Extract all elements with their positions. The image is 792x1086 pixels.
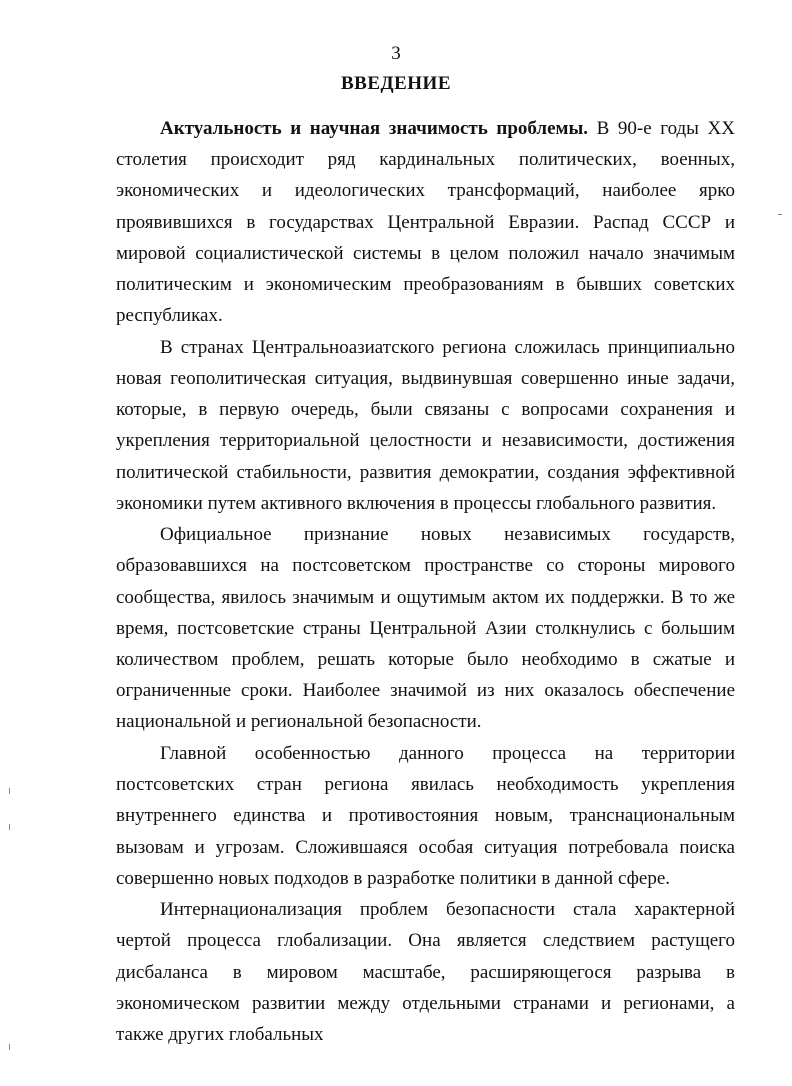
paragraph (116, 332, 735, 519)
scan-mark (9, 1044, 10, 1050)
paragraph-text: В странах Центральноазиатского региона сложилась принципиально новая геополитическая ситуация, выдвинувшая совершенно иные задачи, которые, в первую очередь, были связаны с вопросами сохранения и укрепления территориальной целостности и независимости, достижения политической стабильности, развития демократии, создания эффективной экономики путем активного включения в процессы глобального развития. (116, 336, 735, 514)
page-number: 3 (391, 43, 401, 64)
paragraph-text: Официальное признание новых независимых государств, образовавшихся на постсоветском пространстве со стороны мирового сообщества, явилось значимым и ощутимым актом их поддержки. В то же время, постсоветские страны Центральной Азии столкнулись с большим количеством проблем, решать которые было необходимо в сжатые и ограниченные сроки. Наиболее значимой из них оказалось обеспечение национальной и региональной безопасности. (116, 524, 735, 733)
section-heading: ВВЕДЕНИЕ (341, 73, 451, 94)
paragraph (116, 113, 735, 331)
scan-mark (9, 788, 10, 794)
paragraph (116, 894, 735, 1050)
scan-mark (778, 214, 782, 215)
paragraph-text: В 90-е годы XX столетия происходит ряд кардинальных политических, военных, экономических и идеологических трансформаций, наиболее ярко проявившихся в государствах Центральной Евразии. Распад СССР и мировой социалистической системы в целом положил начало значимым политическим и экономическим преобразованиям в бывших советских республиках. (116, 118, 735, 327)
paragraph-lead: Актуальность и научная значимость проблемы. (160, 118, 589, 139)
scan-mark (9, 824, 10, 830)
paragraph-text: Интернационализация проблем безопасности стала характерной чертой процесса глобализации. Она является следствием растущего дисбаланса в мировом масштабе, расширяющегося разрыва в экономическом развитии между отдельными странами и регионами, а также других глобальных (116, 899, 735, 1046)
paragraph (116, 519, 735, 737)
paragraph-text: Главной особенностью данного процесса на территории постсоветских стран региона явилась необходимость укрепления внутреннего единства и противостояния новым, транснациональным вызовам и угрозам. Сложившаяся особая ситуация потребовала поиска совершенно новых подходов в разработке политики в данной сфере. (116, 742, 735, 889)
body-text (116, 113, 735, 1050)
paragraph (116, 738, 735, 894)
